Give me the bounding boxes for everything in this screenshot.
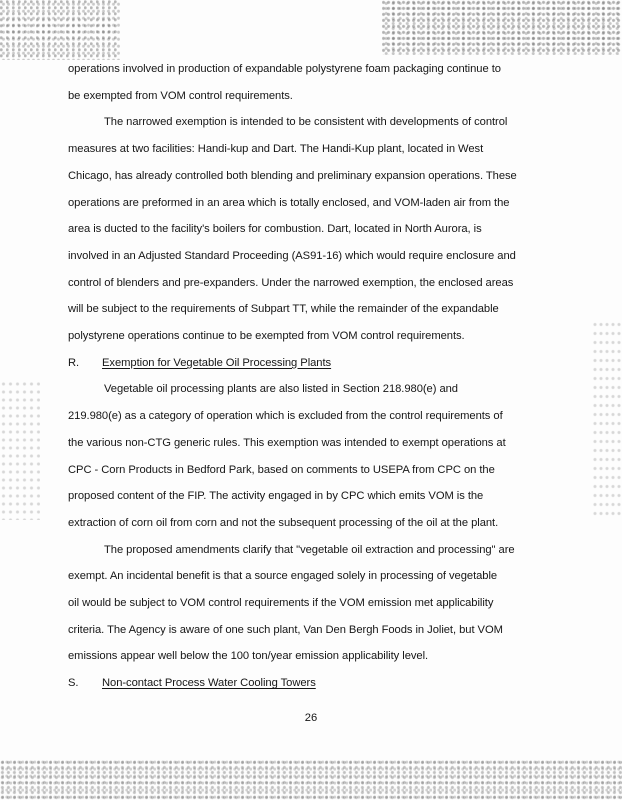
- text-line: 219.980(e) as a category of operation which is excluded from the control requirements of: [68, 410, 503, 423]
- text-line: proposed content of the FIP. The activity engaged in by CPC which emits VOM is the: [68, 490, 484, 503]
- scan-noise: [382, 0, 622, 55]
- text-line: CPC - Corn Products in Bedford Park, based on comments to USEPA from CPC on the: [68, 463, 495, 476]
- section-letter: R.: [68, 356, 80, 369]
- text-line: polystyrene operations continue to be exempted from VOM control requirements.: [68, 330, 465, 343]
- text-line: Chicago, has already controlled both blending and preliminary expansion operations. These: [68, 169, 517, 182]
- text-line: criteria. The Agency is aware of one such plant, Van Den Bergh Foods in Joliet, but VOM: [68, 623, 503, 636]
- text-line: operations are preformed in an area which is totally enclosed, and VOM-laden air from the: [68, 196, 510, 209]
- section-title: Exemption for Vegetable Oil Processing Plants: [102, 356, 332, 369]
- text-line: [68, 537, 556, 564]
- text-line: extraction of corn oil from corn and not the subsequent processing of the oil at the plant.: [68, 516, 499, 529]
- text-line: measures at two facilities: Handi-kup and Dart. The Handi-Kup plant, located in West: [68, 143, 484, 156]
- scan-noise: [0, 380, 40, 520]
- text-line: control of blenders and pre-expanders. Under the narrowed exemption, the enclosed areas: [68, 276, 514, 289]
- text-line: be exempted from VOM control requirements.: [68, 89, 293, 102]
- section-title: Non-contact Process Water Cooling Towers: [102, 677, 316, 690]
- text-line: will be subject to the requirements of Subpart TT, while the remainder of the expandable: [68, 303, 499, 316]
- text-line: emissions appear well below the 100 ton/year emission applicability level.: [68, 650, 429, 663]
- paragraph-first-line: Vegetable oil processing plants are also listed in Section 218.980(e) and: [104, 383, 458, 396]
- text-line: [68, 376, 556, 403]
- text-line: [68, 109, 556, 136]
- scan-noise: [0, 760, 622, 800]
- text-line: oil would be subject to VOM control requirements if the VOM emission met applicability: [68, 597, 494, 610]
- section-heading-r: [68, 350, 556, 377]
- body-text: [68, 56, 556, 697]
- scan-noise: [592, 320, 622, 520]
- text-line: operations involved in production of expandable polystyrene foam packaging continue to: [68, 63, 501, 75]
- paragraph-first-line: The narrowed exemption is intended to be consistent with developments of control: [104, 116, 508, 129]
- scan-noise: [0, 0, 120, 60]
- section-letter: S.: [68, 677, 79, 690]
- section-heading-s: [68, 670, 556, 697]
- text-line: exempt. An incidental benefit is that a source engaged solely in processing of vegetable: [68, 570, 498, 583]
- text-line: involved in an Adjusted Standard Proceeding (AS91-16) which would require enclosure and: [68, 249, 516, 262]
- paragraph-first-line: The proposed amendments clarify that "vegetable oil extraction and processing" are: [104, 543, 515, 556]
- page-number: 26: [304, 712, 318, 724]
- text-line: area is ducted to the facility's boilers for combustion. Dart, located in North Aurora, is: [68, 223, 482, 236]
- text-line: the various non-CTG generic rules. This exemption was intended to exempt operations at: [68, 436, 506, 449]
